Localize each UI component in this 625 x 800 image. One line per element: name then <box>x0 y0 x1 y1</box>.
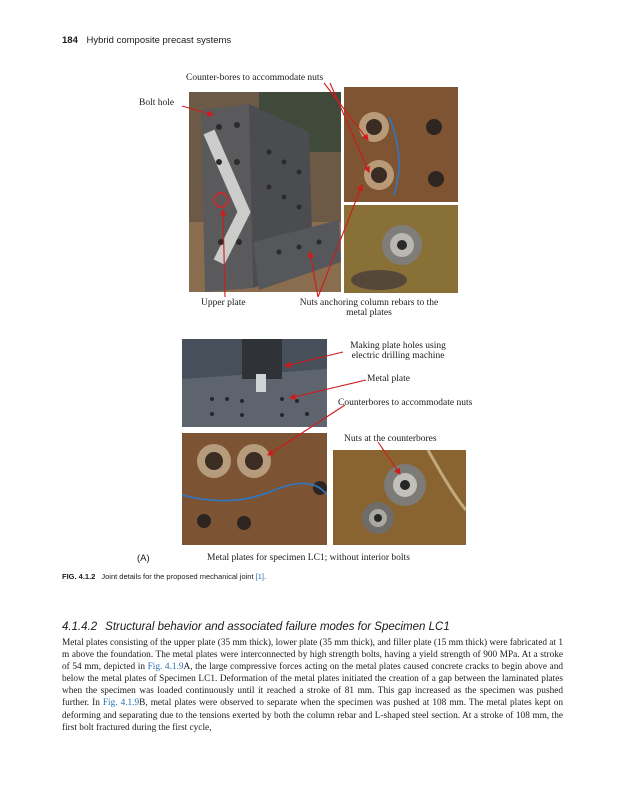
section-number: 4.1.4.2 <box>62 621 98 633</box>
label-upper-plate: Upper plate <box>201 298 246 308</box>
section-heading <box>62 621 450 633</box>
label-counterbores-top: Counter-bores to accommodate nuts <box>186 73 324 83</box>
photo-counterbores-closeup <box>344 87 458 202</box>
label-drilling <box>343 341 453 361</box>
label-nuts-counterbores: Nuts at the counterbores <box>344 434 437 444</box>
label-drilling-line1: Making plate holes using <box>350 341 446 351</box>
photo-assembly <box>189 92 341 292</box>
body-text-part1: Metal plates consisting of the upper plate (35 mm thick), lower plate (35 mm thick), and filler plate (15 mm thick) were fabricated at 1 m above the foundation. The metal plates were interconnected by high strength bolts, having a yield strength of 900 MPa. At a stroke of 54 mm, depicted in <box>62 638 563 673</box>
label-metal-plate: Metal plate <box>367 374 410 384</box>
figure-caption-text: Joint details for the proposed mechanical joint <box>101 572 254 581</box>
subfigure-label: (A) <box>137 553 150 564</box>
section-title-text: Structural behavior and associated failure modes for Specimen LC1 <box>105 621 450 633</box>
photo-counterbores-bottom <box>182 433 327 545</box>
subfigure-caption: Metal plates for specimen LC1; without interior bolts <box>207 553 410 563</box>
body-paragraph <box>62 637 563 734</box>
fig-ref-link-2[interactable]: Fig. 4.1.9 <box>102 698 140 709</box>
running-header <box>62 35 231 46</box>
page-number: 184 <box>62 35 78 46</box>
running-title: Hybrid composite precast systems <box>86 35 232 46</box>
label-nuts-anchoring <box>284 298 454 318</box>
figure-caption-ref-link[interactable]: [1] <box>255 572 264 581</box>
figure-caption <box>62 572 266 581</box>
body-text-part2: A, the large compressive forces acting on the metal plates caused concrete cracks to begin above and below the metal plates of Specimen LC1. Deformation of the metal plates initiated the creation of a gap between the laminated plates when the specimen was loaded continuously until it reached a stroke of 81 mm. This gap increased as the specimen was pushed further. In <box>62 662 563 709</box>
label-nuts-anchoring-line1: Nuts anchoring column rebars to the <box>299 298 439 308</box>
label-drilling-line2: electric drilling machine <box>351 351 445 361</box>
photo-nut-closeup <box>344 205 458 293</box>
label-nuts-anchoring-line2: metal plates <box>346 308 392 318</box>
figure-number: FIG. 4.1.2 <box>62 572 96 581</box>
figure-caption-end: . <box>263 572 267 581</box>
body-text-part3: B, metal plates were observed to separate when the specimen was pushed at 108 mm. The metal plates kept on deforming and separating due to the tensions exerted by both the column rebar and L-shaped steel section. At a stroke of 108 mm, the first bolt fractured during the first cycle, <box>62 698 564 733</box>
photo-drilling <box>182 339 327 427</box>
label-bolt-hole: Bolt hole <box>139 98 175 108</box>
fig-ref-link-1[interactable]: Fig. 4.1.9 <box>147 662 184 673</box>
photo-nuts-counterbores <box>333 450 466 545</box>
label-counterbores-bottom: Counterbores to accommodate nuts <box>338 398 473 408</box>
